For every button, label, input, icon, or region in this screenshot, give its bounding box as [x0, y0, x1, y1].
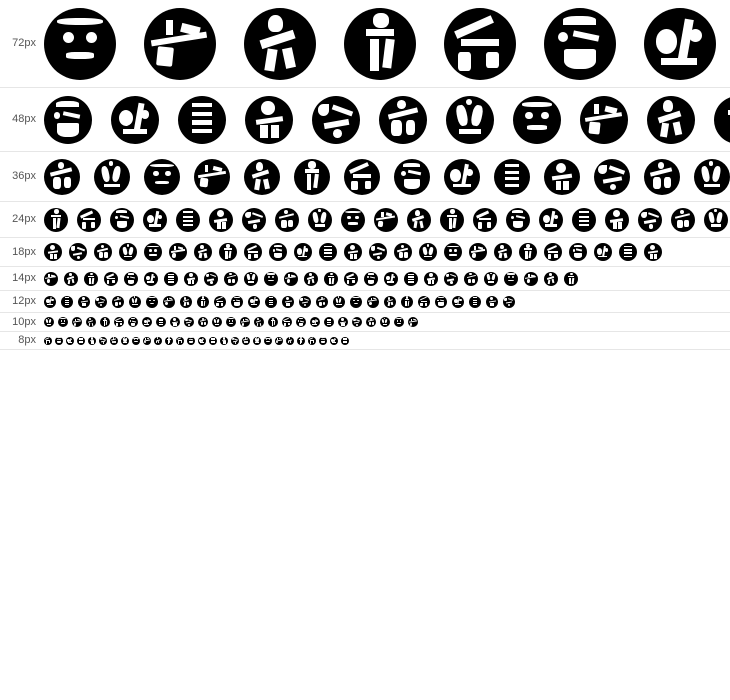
glyph-medallion — [444, 159, 480, 195]
glyph-medallion — [312, 96, 360, 144]
glyph-medallion — [248, 296, 260, 308]
glyph-medallion — [58, 317, 68, 327]
glyph-medallion — [165, 337, 173, 345]
glyph-medallion — [144, 159, 180, 195]
glyph-medallion — [104, 272, 118, 286]
glyph-medallion — [170, 317, 180, 327]
glyph-medallion — [180, 296, 192, 308]
glyph-medallion — [209, 208, 233, 232]
glyph-medallion — [114, 317, 124, 327]
glyph-medallion — [435, 296, 447, 308]
glyph-medallion — [304, 272, 318, 286]
glyph-medallion — [84, 272, 98, 286]
glyph-medallion — [544, 8, 616, 80]
glyph-medallion — [333, 296, 345, 308]
glyph-medallion — [142, 317, 152, 327]
glyph-medallion — [344, 159, 380, 195]
glyph-medallion — [44, 296, 56, 308]
glyph-medallion — [164, 272, 178, 286]
glyph-medallion — [110, 337, 118, 345]
glyph-medallion — [44, 272, 58, 286]
size-row — [0, 238, 730, 267]
glyph-medallion — [69, 243, 87, 261]
glyph-medallion — [128, 317, 138, 327]
size-label: 12px — [12, 295, 36, 307]
size-row — [0, 267, 730, 291]
glyph-medallion — [484, 272, 498, 286]
glyph-medallion — [324, 317, 334, 327]
glyph-medallion — [119, 243, 137, 261]
size-label: 48px — [12, 113, 36, 125]
glyph-medallion — [444, 243, 462, 261]
glyph-medallion — [99, 337, 107, 345]
glyph-medallion — [344, 243, 362, 261]
glyph-medallion — [265, 296, 277, 308]
glyph-medallion — [146, 296, 158, 308]
glyph-medallion — [169, 243, 187, 261]
glyph-medallion — [275, 337, 283, 345]
glyph-medallion — [44, 96, 92, 144]
glyph-medallion — [379, 96, 427, 144]
glyph-medallion — [64, 272, 78, 286]
glyph-medallion — [310, 317, 320, 327]
size-row — [0, 332, 730, 350]
glyph-medallion — [319, 243, 337, 261]
glyph-medallion — [341, 208, 365, 232]
glyph-medallion — [144, 243, 162, 261]
glyph-medallion — [231, 337, 239, 345]
glyph-medallion — [219, 243, 237, 261]
glyph-strip — [44, 272, 730, 286]
glyph-medallion — [647, 96, 695, 144]
glyph-medallion — [330, 337, 338, 345]
glyph-medallion — [539, 208, 563, 232]
glyph-strip — [44, 243, 730, 261]
glyph-medallion — [176, 337, 184, 345]
glyph-medallion — [364, 272, 378, 286]
glyph-medallion — [338, 317, 348, 327]
glyph-medallion — [486, 296, 498, 308]
glyph-medallion — [100, 317, 110, 327]
glyph-medallion — [264, 337, 272, 345]
glyph-medallion — [384, 296, 396, 308]
glyph-medallion — [129, 296, 141, 308]
glyph-medallion — [308, 208, 332, 232]
glyph-medallion — [352, 317, 362, 327]
glyph-medallion — [55, 337, 63, 345]
glyph-medallion — [644, 243, 662, 261]
glyph-medallion — [444, 272, 458, 286]
glyph-medallion — [194, 159, 230, 195]
glyph-medallion — [245, 96, 293, 144]
glyph-medallion — [394, 159, 430, 195]
glyph-medallion — [286, 337, 294, 345]
glyph-medallion — [44, 337, 52, 345]
glyph-medallion — [297, 337, 305, 345]
glyph-medallion — [44, 8, 116, 80]
glyph-medallion — [163, 296, 175, 308]
glyph-medallion — [144, 272, 158, 286]
glyph-medallion — [112, 296, 124, 308]
glyph-medallion — [544, 159, 580, 195]
glyph-medallion — [176, 208, 200, 232]
size-label: 72px — [12, 37, 36, 49]
glyph-medallion — [638, 208, 662, 232]
glyph-medallion — [44, 243, 62, 261]
glyph-medallion — [194, 243, 212, 261]
glyph-medallion — [214, 296, 226, 308]
glyph-medallion — [401, 296, 413, 308]
glyph-medallion — [44, 317, 54, 327]
glyph-medallion — [513, 96, 561, 144]
glyph-medallion — [61, 296, 73, 308]
glyph-strip — [44, 159, 730, 195]
size-label: 18px — [12, 245, 36, 258]
glyph-medallion — [404, 272, 418, 286]
glyph-medallion — [494, 159, 530, 195]
glyph-medallion — [444, 8, 516, 80]
size-label: 14px — [12, 272, 36, 284]
glyph-medallion — [184, 317, 194, 327]
glyph-medallion — [294, 243, 312, 261]
glyph-medallion — [254, 317, 264, 327]
glyph-medallion — [503, 296, 515, 308]
glyph-medallion — [44, 208, 68, 232]
glyph-medallion — [242, 337, 250, 345]
size-row — [0, 0, 730, 88]
glyph-medallion — [440, 208, 464, 232]
glyph-medallion — [341, 337, 349, 345]
glyph-medallion — [231, 296, 243, 308]
glyph-medallion — [294, 159, 330, 195]
glyph-medallion — [282, 296, 294, 308]
glyph-medallion — [671, 208, 695, 232]
glyph-medallion — [504, 272, 518, 286]
glyph-medallion — [209, 337, 217, 345]
glyph-medallion — [244, 272, 258, 286]
glyph-medallion — [86, 317, 96, 327]
size-row — [0, 291, 730, 313]
glyph-medallion — [452, 296, 464, 308]
glyph-medallion — [605, 208, 629, 232]
glyph-medallion — [299, 296, 311, 308]
glyph-medallion — [446, 96, 494, 144]
glyph-medallion — [407, 208, 431, 232]
glyph-medallion — [244, 8, 316, 80]
glyph-medallion — [198, 317, 208, 327]
glyph-strip — [44, 317, 730, 327]
glyph-medallion — [78, 296, 90, 308]
glyph-medallion — [94, 159, 130, 195]
glyph-medallion — [44, 159, 80, 195]
glyph-medallion — [132, 337, 140, 345]
glyph-medallion — [374, 208, 398, 232]
glyph-medallion — [369, 243, 387, 261]
glyph-medallion — [408, 317, 418, 327]
glyph-medallion — [282, 317, 292, 327]
glyph-medallion — [296, 317, 306, 327]
glyph-medallion — [121, 337, 129, 345]
glyph-medallion — [264, 272, 278, 286]
size-label: 24px — [12, 213, 36, 225]
glyph-medallion — [244, 159, 280, 195]
glyph-medallion — [544, 272, 558, 286]
glyph-medallion — [268, 317, 278, 327]
glyph-medallion — [242, 208, 266, 232]
glyph-medallion — [344, 272, 358, 286]
glyph-medallion — [350, 296, 362, 308]
size-row — [0, 88, 730, 152]
size-label: 8px — [18, 334, 36, 346]
glyph-medallion — [469, 296, 481, 308]
glyph-medallion — [77, 337, 85, 345]
glyph-medallion — [144, 8, 216, 80]
glyph-medallion — [580, 96, 628, 144]
glyph-medallion — [366, 317, 376, 327]
glyph-medallion — [424, 272, 438, 286]
glyph-medallion — [469, 243, 487, 261]
glyph-medallion — [464, 272, 478, 286]
glyph-medallion — [594, 243, 612, 261]
glyph-medallion — [319, 337, 327, 345]
glyph-strip — [44, 337, 730, 345]
glyph-medallion — [226, 317, 236, 327]
glyph-medallion — [244, 243, 262, 261]
size-label: 10px — [12, 315, 36, 328]
glyph-medallion — [212, 317, 222, 327]
glyph-strip — [44, 8, 730, 80]
glyph-medallion — [269, 243, 287, 261]
glyph-medallion — [156, 317, 166, 327]
glyph-strip — [44, 96, 730, 144]
glyph-medallion — [594, 159, 630, 195]
glyph-medallion — [253, 337, 261, 345]
glyph-medallion — [143, 337, 151, 345]
glyph-medallion — [519, 243, 537, 261]
glyph-medallion — [384, 272, 398, 286]
size-row — [0, 202, 730, 238]
glyph-medallion — [197, 296, 209, 308]
glyph-medallion — [110, 208, 134, 232]
size-label: 36px — [12, 170, 36, 182]
glyph-medallion — [564, 272, 578, 286]
glyph-medallion — [704, 208, 728, 232]
glyph-medallion — [66, 337, 74, 345]
glyph-medallion — [714, 96, 730, 144]
glyph-medallion — [154, 337, 162, 345]
glyph-medallion — [344, 8, 416, 80]
size-row — [0, 313, 730, 332]
glyph-medallion — [418, 296, 430, 308]
glyph-medallion — [419, 243, 437, 261]
glyph-medallion — [77, 208, 101, 232]
glyph-medallion — [694, 159, 730, 195]
glyph-medallion — [367, 296, 379, 308]
glyph-medallion — [111, 96, 159, 144]
glyph-medallion — [644, 159, 680, 195]
glyph-medallion — [473, 208, 497, 232]
glyph-medallion — [544, 243, 562, 261]
glyph-medallion — [94, 243, 112, 261]
glyph-medallion — [143, 208, 167, 232]
glyph-medallion — [324, 272, 338, 286]
glyph-medallion — [380, 317, 390, 327]
glyph-medallion — [316, 296, 328, 308]
glyph-medallion — [644, 8, 716, 80]
glyph-medallion — [524, 272, 538, 286]
glyph-medallion — [619, 243, 637, 261]
glyph-medallion — [198, 337, 206, 345]
glyph-medallion — [95, 296, 107, 308]
size-row — [0, 152, 730, 202]
glyph-medallion — [572, 208, 596, 232]
glyph-medallion — [204, 272, 218, 286]
glyph-medallion — [240, 317, 250, 327]
glyph-medallion — [124, 272, 138, 286]
glyph-medallion — [494, 243, 512, 261]
glyph-medallion — [308, 337, 316, 345]
glyph-medallion — [72, 317, 82, 327]
glyph-medallion — [88, 337, 96, 345]
glyph-medallion — [284, 272, 298, 286]
glyph-medallion — [506, 208, 530, 232]
glyph-medallion — [220, 337, 228, 345]
glyph-medallion — [394, 243, 412, 261]
glyph-strip — [44, 296, 730, 308]
glyph-medallion — [275, 208, 299, 232]
glyph-medallion — [187, 337, 195, 345]
glyph-medallion — [394, 317, 404, 327]
glyph-medallion — [178, 96, 226, 144]
glyph-medallion — [184, 272, 198, 286]
glyph-medallion — [224, 272, 238, 286]
glyph-medallion — [569, 243, 587, 261]
glyph-strip — [44, 208, 730, 232]
